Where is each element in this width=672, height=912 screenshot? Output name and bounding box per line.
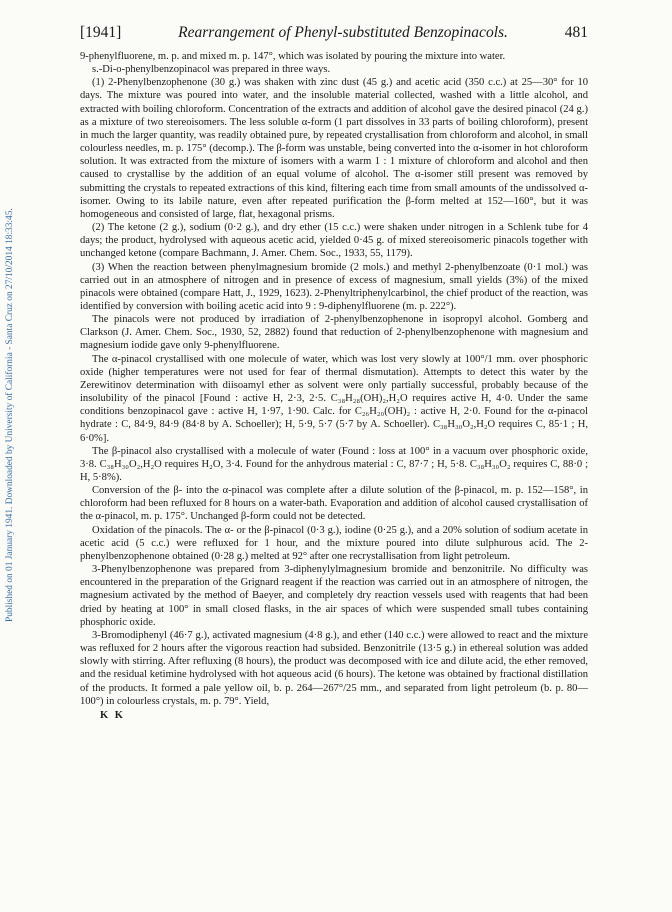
- header-title: Rearrangement of Phenyl-substituted Benzopinacols.: [178, 24, 508, 41]
- signature-mark: K K: [100, 709, 125, 721]
- article-body: [80, 50, 588, 708]
- paragraph: 3-Phenylbenzophenone was prepared from 3-diphenylylmagnesium bromide and benzonitrile. No difficulty was encountered in the preparation of the Grignard reagent if the reaction was carried out in an atmosphere of nitrogen, the magnesium activated by the method of Baeyer, and completely dry reaction vessels used with reagents that had been dried by heating at 100° in small closed flasks, in the air spaces of which were suspended small tubes containing phosphoric oxide.: [80, 564, 588, 628]
- paragraph: The α-pinacol crystallised with one molecule of water, which was lost very slowly at 100°/1 mm. over phosphoric oxide (higher temperatures were not used for fear of thermal dismutation). Attempts to detect this water by the Zerewitinov determination with diisoamyl ether as solvent were only partially successful, probably because of the insolubility of the pinacol [Found : active H, 2·3, 2·5. C₃₈H₂₈(OH)₂,H₂O requires active H, 4·0. Under the same conditions benzopinacol gave : active H, 1·97, 1·90. Calc. for C₂₆H₂₀(OH)₂ : active H, 2·0. Found for the α-pinacol hydrate : C, 84·9, 84·9 (84·8 by A. Schoeller); H, 5·9, 5·7 (5·7 by A. Schoeller). C₃₈H₃₀O₂,H₂O requires C, 85·1 ; H, 6·0%].: [80, 353, 588, 444]
- paragraph: The β-pinacol also crystallised with a molecule of water (Found : loss at 100° in a vacuum over phosphoric oxide, 3·8. C₃₈H₃₀O₂,H₂O requires H₂O, 3·4. Found for the anhydrous material : C, 87·7 ; H, 5·8. C₃₈H₃₀O₂ requires C, 88·0 ; H, 5·8%).: [80, 445, 588, 483]
- paragraph: (1) 2-Phenylbenzophenone (30 g.) was shaken with zinc dust (45 g.) and acetic acid (350 c.c.) at 25—30° for 10 days. The mixture was poured into water, and the insoluble material collected, washed with a little alcohol, and extracted with boiling chloroform. Concentration of the extracts and addition of alcohol gave the desired pinacol (24 g.) as a mixture of two stereoisomers. The less soluble α-form (1 part dissolves in 33 parts of boiling chloroform), present in much the larger quantity, was readily obtained pure, by repeated crystallisation from chloroform and alcohol, in small colourless needles, m. p. 175° (decomp.). The β-form was unstable, being converted into the α-isomer in hot chloroform solution. It was extracted from the mixture of isomers with a warm 1 : 1 mixture of chloroform and alcohol and then caused to crystallise by the addition of an equal volume of alcohol. The α-isomer still present was removed by submitting the crystals to repeated extractions of this kind, filtering each time from small amounts of the undissolved α-isomer. Owing to its labile nature, even after repeated purification the β-form melted at 152—160°, but it was homogeneous and consisted of large, flat, hexagonal prisms.: [80, 77, 588, 220]
- paragraph: Oxidation of the pinacols. The α- or the β-pinacol (0·3 g.), iodine (0·25 g.), and a 20% solution of sodium acetate in acetic acid (5 c.c.) were refluxed for 1 hour, and the mixture poured into dilute sulphurous acid. The 2-phenylbenzophenone obtained (0·28 g.) melted at 92° after one recrystallisation from light petroleum.: [80, 524, 588, 562]
- paragraph: (3) When the reaction between phenylmagnesium bromide (2 mols.) and methyl 2-phenylbenzoate (0·1 mol.) was carried out in an atmosphere of nitrogen and in presence of excess of magnesium, small yields (3%) of the mixed pinacols were obtained (compare Hatt, J., 1929, 1623). 2-Phenyltriphenylcarbinol, the chief product of the reaction, was identified by conversion with boiling acetic acid into 9 : 9-diphenylfluorene (m. p. 222°).: [80, 261, 588, 312]
- page-number: 481: [564, 24, 588, 41]
- paragraph: 3-Bromodiphenyl (46·7 g.), activated magnesium (4·8 g.), and ether (140 c.c.) were allowed to react and the mixture was refluxed for 2 hours after the vigorous reaction had subsided. Benzonitrile (13·5 g.) in ethereal solution was added slowly with stirring. After refluxing (8 hours), the product was decomposed with ice and dilute acid, the ether removed, and the residual ketimine hydrolysed with hot aqueous acid (6 hours). The ketone was obtained by fractional distillation of the products. It formed a pale yellow oil, b. p. 264—267°/25 mm., and separated from light petroleum (b. p. 80—100°) in colourless crystals, m. p. 79°. Yield,: [80, 629, 588, 707]
- publication-watermark: Published on 01 January 1941. Downloaded by University of California - Santa Cruz on 27/10/2014 18:33:45.: [5, 208, 15, 622]
- paragraph: Conversion of the β- into the α-pinacol was complete after a dilute solution of the β-pinacol, m. p. 152—158°, in chloroform had been refluxed for 8 hours on a water-bath. Evaporation and addition of alcohol caused crystallisation of the α-pinacol, m. p. 175°. Unchanged β-form could not be detected.: [80, 485, 588, 523]
- paragraph: s.-Di-o-phenylbenzopinacol was prepared in three ways.: [92, 64, 331, 76]
- page: [80, 24, 588, 721]
- header-year: [1941]: [80, 24, 122, 41]
- paragraph: (2) The ketone (2 g.), sodium (0·2 g.), and dry ether (15 c.c.) were shaken under nitrogen in a Schlenk tube for 4 days; the product, hydrolysed with aqueous acetic acid, yielded 0·45 g. of mixed stereoisomeric pinacols together with unchanged ketone (compare Bachmann, J. Amer. Chem. Soc., 1933, 55, 1179).: [80, 222, 588, 260]
- paragraph: The pinacols were not produced by irradiation of 2-phenylbenzophenone in isopropyl alcohol. Gomberg and Clarkson (J. Amer. Chem. Soc., 1930, 52, 2882) found that reduction of 2-phenylbenzophenone with magnesium and magnesium iodide gave only 9-phenylfluorene.: [80, 314, 588, 352]
- running-header: [80, 24, 588, 50]
- paragraph: 9-phenylfluorene, m. p. and mixed m. p. 147°, which was isolated by pouring the mixture into water.: [80, 51, 506, 62]
